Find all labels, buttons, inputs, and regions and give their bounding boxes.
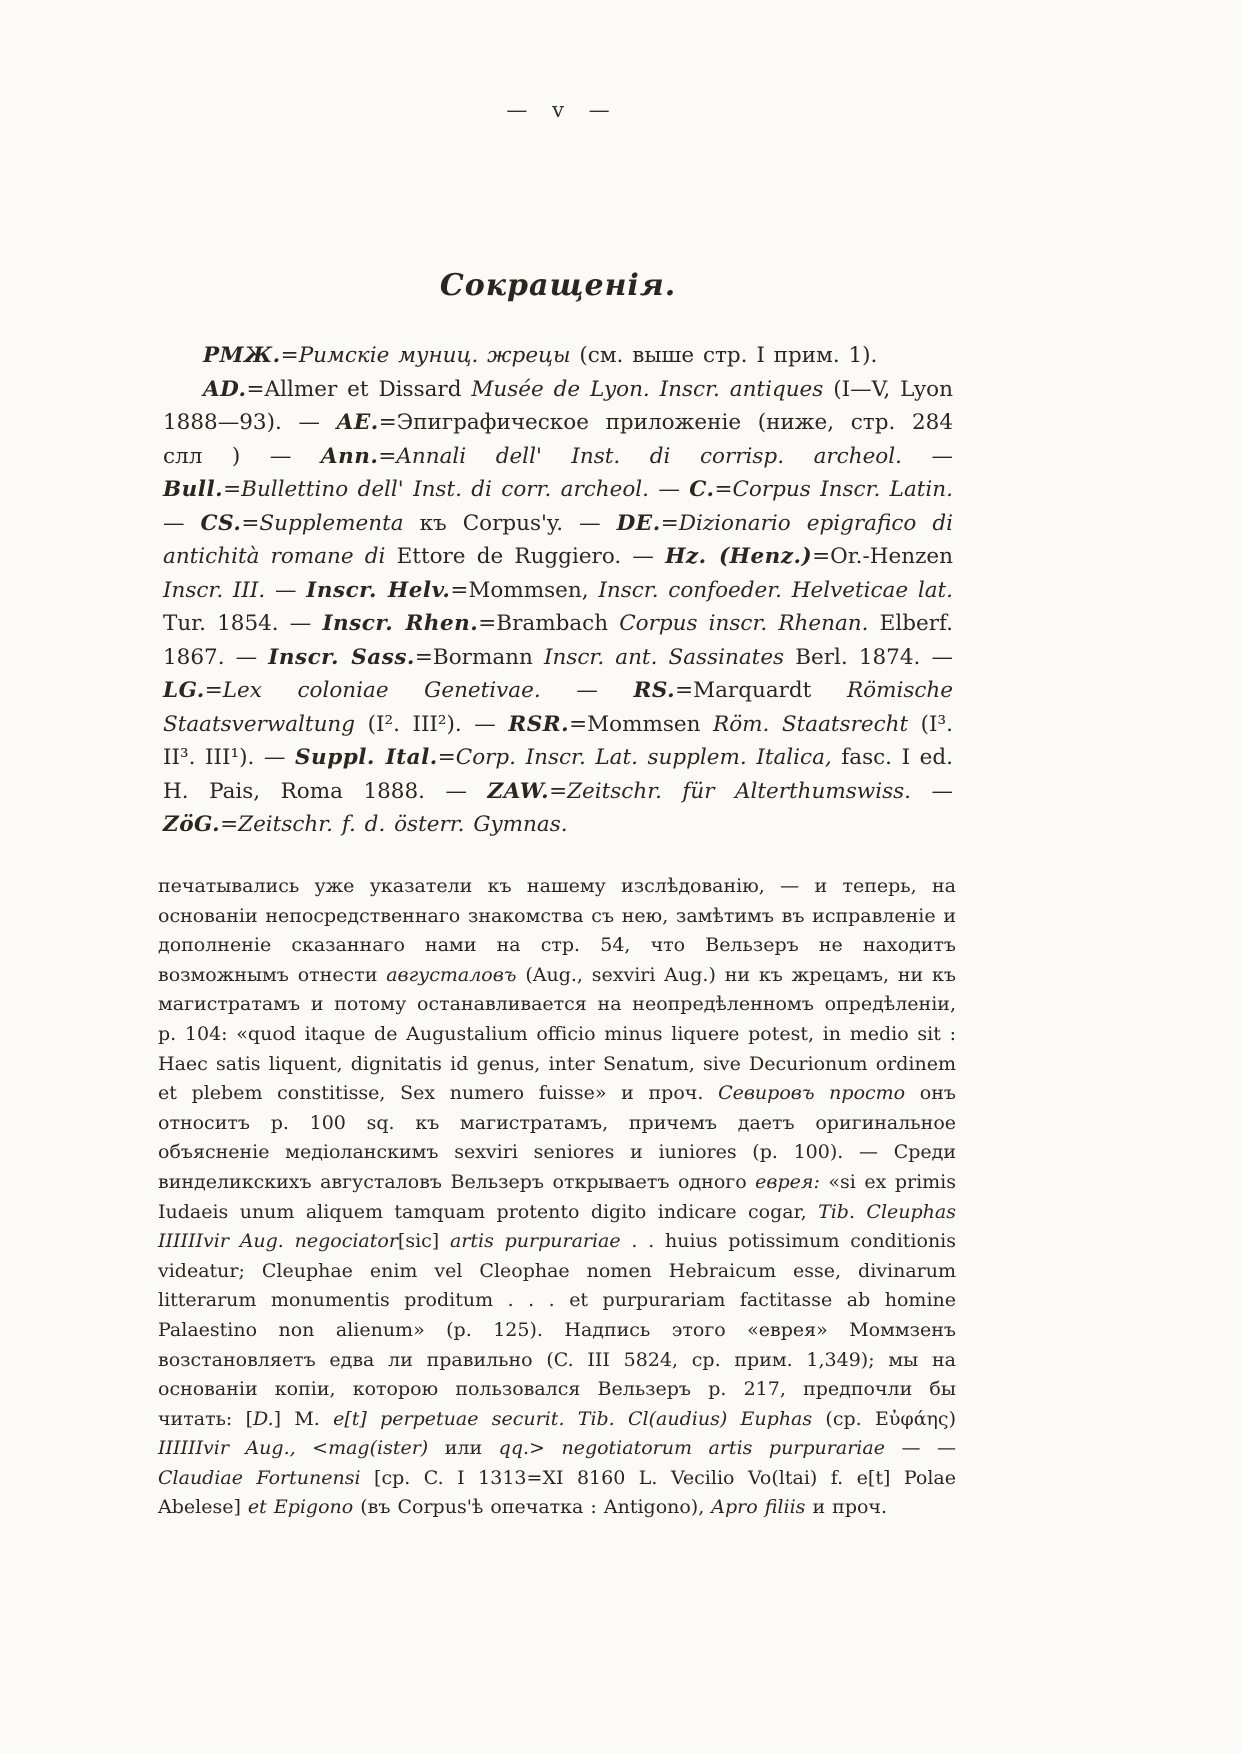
page-number: — v — (506, 98, 610, 122)
abbreviations-paragraph-2: AD.=Allmer et Dissard Musée de Lyon. Inscr. antiques (I—V, Lyon 1888—93). — AE.=Эпиграфическое приложеніе (ниже, стр. 284 слл ) — Ann.=Annali dell' Inst. di corrisp. archeol. — Bull.=Bullettino dell' Inst. di corr. archeol. — C.=Corpus Inscr. Latin. — CS.=Supplementa къ Corpus'y. — DE.=Dizionario epigrafico di antichità romane di Ettore de Ruggiero. — Hz. (Henz.)=Or.-Henzen Inscr. III. — Inscr. Helv.=Mommsen, Inscr. confoeder. Helveticae lat. Tur. 1854. — Inscr. Rhen.=Brambach Corpus inscr. Rhenan. Elberf. 1867. — Inscr. Sass.=Bormann Inscr. ant. Sassinates Berl. 1874. — LG.=Lex coloniae Genetivae. — RS.=Marquardt Römische Staatsverwaltung (I². III²). — RSR.=Mommsen Röm. Staatsrecht (I³. II³. III¹). — Suppl. Ital.=Corp. Inscr. Lat. supplem. Italica, fasc. I ed. H. Pais, Roma 1888. — ZAW.=Zeitschr. für Alterthumswiss. — ZöG.=Zeitschr. f. d. österr. Gymnas. (163, 376, 954, 837)
footnote-text: печатывались уже указатели къ нашему изслѣдованію, — и теперь, на основаніи непосредственнаго знакомства съ нею, замѣтимъ въ исправленіе и дополненіе сказаннаго нами на стр. 54, что Вельзеръ не находитъ возможнымъ отнести августаловъ (Aug., sexviri Aug.) ни къ жрецамъ, ни къ магистратамъ и потому останавливается на неопредѣленномъ опредѣленіи, p. 104: «quod itaque de Augustalium officio minus liquere potest, in medio sit : Haec satis liquent, dignitatis id genus, inter Senatum, sive Decurionum ordinem et plebem constitisse, Sex numero fuisse» и проч. Севировъ просто онъ относитъ p. 100 sq. къ магистратамъ, причемъ даетъ оригинальное объясненіе медіоланскимъ sexviri seniores и iuniores (p. 100). — Среди винделикскихъ августаловъ Вельзеръ открываетъ одного еврея: «si ex primis Iudaeis unum aliquem tamquam protento digito indicare cogar, Tib. Cleuphas IIIIIIvir Aug. negociator[sic] artis purpurariae . . huius potissimum conditionis videatur; Cleuphae enim vel Cleophae nomen Hebraicum esse, divinarum litterarum monumentis proditum . . . et purpurariam factitasse ab homine Palaestino non alienum» (p. 125). Надпись этого «еврея» Моммзенъ возстановляетъ едва ли правильно (C. III 5824, ср. прим. 1,349); мы на основаніи копіи, которою пользовался Вельзеръ p. 217, предпочли бы читать: [D.] M. e[t] perpetuae securit. Tib. Cl(audius) Euphas (ср. Εὐφάης) IIIIIIvir Aug., <mag(ister) или qq.> negotiatorum artis purpurariae — — Claudiae Fortunensi [ср. C. I 1313=XI 8160 L. Vecilio Vo(ltai) f. e[t] Polae Abelese] et Epigono (въ Corpus'ѣ опечатка : Antigono), Apro filiis и проч. (158, 875, 957, 1519)
abbreviations-paragraph-1: РМЖ.=Римскіе муниц. жрецы (см. выше стр. I прим. 1). (203, 343, 878, 368)
section-heading: Сокращенія. (439, 268, 677, 303)
main-content (163, 268, 953, 842)
